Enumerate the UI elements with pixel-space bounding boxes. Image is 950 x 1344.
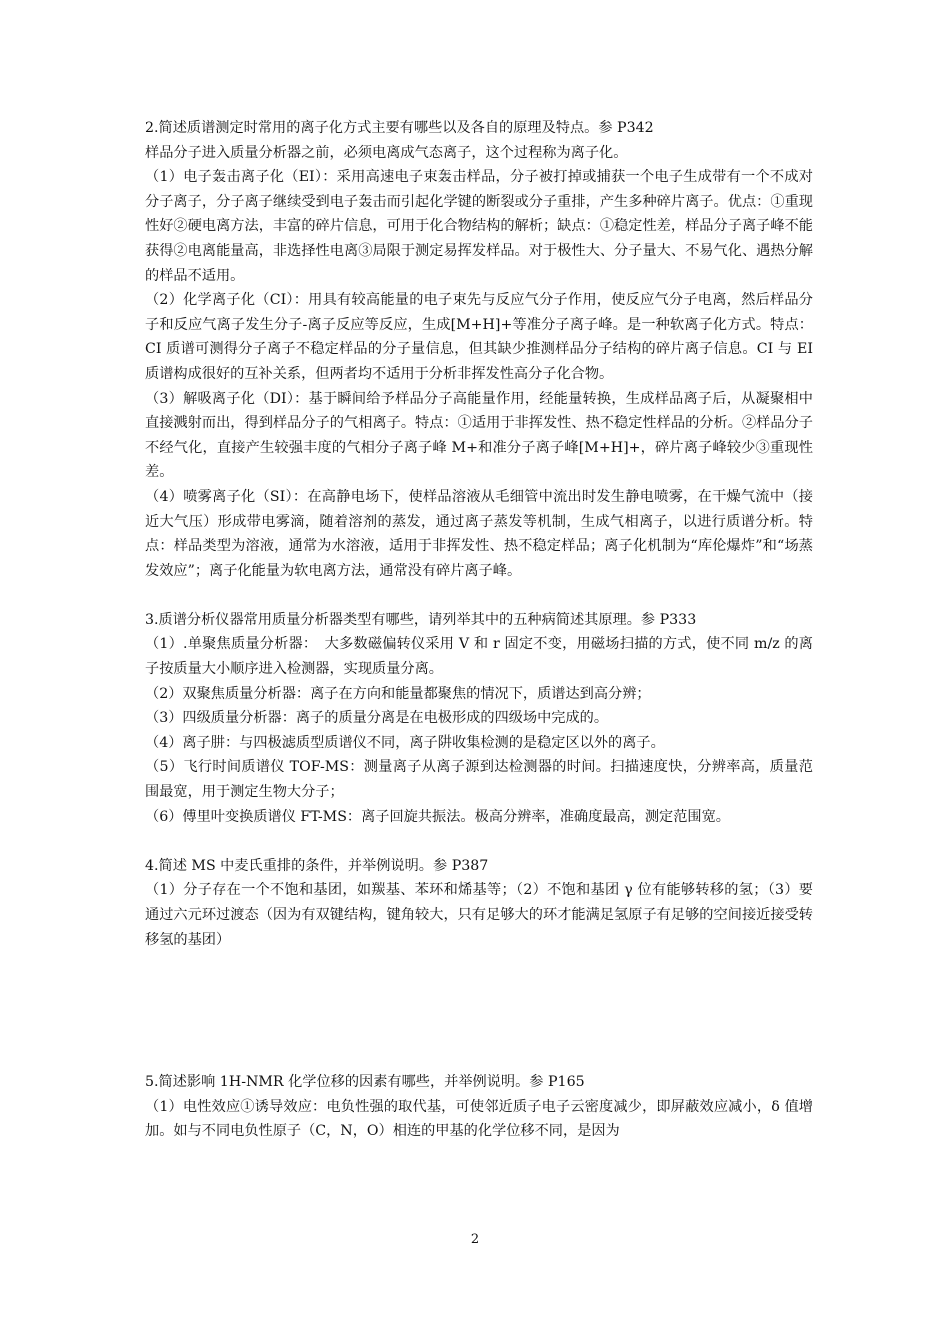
question-2-si: （4）喷雾离子化（SI）：在高静电场下，使样品溶液从毛细管中流出时发生静电喷雾，在干燥气流中（接近大气压）形成带电雾滴，随着溶剂的蒸发，通过离子蒸发等机制，生成气相离子，以进行质谱分析。特点：样品类型为溶液，通常为水溶液，适用于非挥发性、热不稳定样品；离子化机制为“库伦爆炸”和“场蒸发效应”；离子化能量为软电离方法，通常没有碎片离子峰。 — [145, 488, 813, 579]
question-3-item: （3）四级质量分析器：离子的质量分离是在电极形成的四级场中完成的。 — [145, 710, 609, 727]
question-2-di: （3）解吸离子化（DI）：基于瞬间给予样品分子高能量作用，经能量转换，生成样品离子后，从凝聚相中直接溅射而出，得到样品分子的气相离子。特点：①适用于非挥发性、热不稳定性样品的分析。②样品分子不经气化，直接产生较强丰度的气相分子离子峰 M+和准分子离子峰[M+H]+，碎片离子峰较少③重现性差。 — [145, 390, 813, 481]
question-2-ei: （1）电子轰击离子化（EI）：采用高速电子束轰击样品，分子被打掉或捕获一个电子生成带有一个不成对分子离子，分子离子继续受到电子轰击而引起化学键的断裂或分子重排，产生多种碎片离子。优点：①重现性好②硬电离方法，丰富的碎片信息，可用于化合物结构的解析；缺点：①稳定性差，样品分子离子峰不能获得②电离能量高，非选择性电离③局限于测定易挥发样品。对于极性大、分子量大、不易气化、遇热分解的样品不适用。 — [145, 169, 813, 284]
question-3-title: 3.质谱分析仪器常用质量分析器类型有哪些，请列举其中的五种病简述其原理。参 P333 — [145, 611, 697, 628]
question-4-body: （1）分子存在一个不饱和基团，如羰基、苯环和烯基等；（2）不饱和基团 γ 位有能够转移的氢；（3）要通过六元环过渡态（因为有双键结构，键角较大，只有足够大的环才能满足氢原子有足够的空间接近接受转移氢的基团） — [145, 882, 813, 948]
question-5-title: 5.简述影响 1H-NMR 化学位移的因素有哪些，并举例说明。参 P165 — [145, 1074, 585, 1091]
page-number: 2 — [470, 1232, 480, 1247]
blank-space — [145, 952, 813, 1070]
paragraph-gap — [145, 829, 813, 854]
paragraph-gap — [145, 583, 813, 608]
question-2-intro: 样品分子进入质量分析器之前，必须电离成气态离子，这个过程称为离子化。 — [145, 144, 628, 161]
question-3-item: （2）双聚焦质量分析器：离子在方向和能量都聚焦的情况下，质谱达到高分辨； — [145, 685, 651, 702]
question-5-body: （1）电性效应①诱导效应：电负性强的取代基，可使邻近质子电子云密度减少，即屏蔽效应减小，δ 值增加。如与不同电负性原子（C，N，O）相连的甲基的化学位移不同，是因为 — [145, 1098, 813, 1140]
question-3-item: （6）傅里叶变换质谱仪 FT-MS：离子回旋共振法。极高分辨率，准确度最高，测定范围宽。 — [145, 808, 730, 825]
question-3-item: （5）飞行时间质谱仪 TOF-MS：测量离子从离子源到达检测器的时间。扫描速度快，分辨率高，质量范围最宽，用于测定生物大分子； — [145, 759, 813, 801]
question-2-ci: （2）化学离子化（CI）：用具有较高能量的电子束先与反应气分子作用，使反应气分子电离，然后样品分子和反应气离子发生分子-离子反应等反应，生成[M+H]+等准分子离子峰。是一种软离子化方式。特点：CI 质谱可测得分子离子不稳定样品的分子量信息，但其缺少推测样品分子结构的碎片离子信息。CI 与 EI 质谱构成很好的互补关系，但两者均不适用于分析非挥发性高分子化合物。 — [145, 292, 813, 382]
question-3-item: （1）.单聚焦质量分析器： 大多数磁偏转仪采用 V 和 r 固定不变，用磁场扫描的方式，使不同 m/z 的离子按质量大小顺序进入检测器，实现质量分离。 — [145, 636, 813, 678]
page-content — [145, 116, 813, 1144]
question-4-title: 4.简述 MS 中麦氏重排的条件，并举例说明。参 P387 — [145, 857, 489, 874]
question-3-item: （4）离子肼：与四极滤质型质谱仪不同，离子阱收集检测的是稳定区以外的离子。 — [145, 734, 665, 751]
question-2-title: 2.简述质谱测定时常用的离子化方式主要有哪些以及各自的原理及特点。参 P342 — [145, 120, 654, 136]
